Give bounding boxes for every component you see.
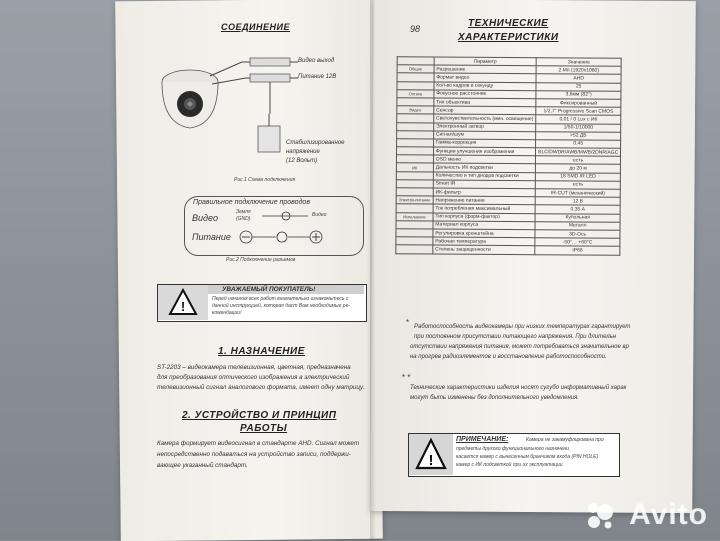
- avito-watermark: Avito: [629, 498, 708, 531]
- section-2-title-line1: 2. УСТРОЙСТВО И ПРИНЦИП: [182, 410, 337, 421]
- spec-param-cell: Функции улучшения изображения: [433, 147, 535, 156]
- note-warning-line2: предметы другого функционального назначени: [456, 446, 570, 452]
- page-number: 98: [410, 24, 421, 34]
- specs-table: [395, 56, 622, 255]
- spec-param-cell: Тип объектива: [434, 98, 536, 107]
- power-connector-label: Питание: [192, 232, 231, 242]
- spec-value-cell: 1/2,7" Progressive Scan CMOS: [536, 107, 621, 116]
- spec-value-cell: 0,01 / 0 Lux с ИК: [536, 115, 621, 124]
- ground-label: Земля: [236, 209, 251, 215]
- section-1-line3: телевизионный сигнал аналогового формата, имеет одну матрицу.: [157, 384, 365, 391]
- spec-group-cell: [397, 147, 434, 155]
- note1-line3: отсутствии напряжения питания, может потребоваться значительное вр: [410, 344, 629, 350]
- warning-text-line2: данной инструкцией, которая даст Вам необходимые ре-: [212, 303, 351, 309]
- spec-param-cell: Smart IR: [433, 180, 535, 189]
- spec-value-cell: есть: [535, 181, 620, 190]
- note1-line2: при постоянном присутствии питающего напряжения. При длительн: [414, 334, 617, 340]
- spec-group-cell: [397, 122, 434, 130]
- note1-line1: Работоспособность видеокамеры при низких температурах гарантирует: [414, 324, 631, 330]
- spec-value-cell: >52 ДБ: [536, 131, 621, 140]
- value-header: Значение: [536, 58, 621, 67]
- warning-text-line3: комендации!: [212, 310, 242, 316]
- power-polarity-symbols: [232, 228, 332, 248]
- video-connector-label: Видео: [192, 213, 218, 223]
- spec-value-cell: 1/50-1/10000: [536, 123, 621, 132]
- spec-value-cell: 0,35 А: [535, 205, 620, 214]
- group-header-cell: [397, 57, 434, 65]
- figure-1-caption: Рис.1 Схема подключения: [234, 177, 296, 183]
- spec-param-cell: Фокусное расстояние: [434, 90, 536, 99]
- spec-group-cell: [396, 229, 433, 237]
- spec-value-cell: Фиксированный: [536, 99, 621, 108]
- spec-group-cell: [396, 245, 433, 253]
- spec-param-cell: Количество и тип диодов подсветки: [433, 172, 535, 181]
- figure-2-caption: Рис.2 Подключение разъемов: [226, 257, 296, 263]
- spec-value-cell: 2 Мп (1920х1080): [536, 66, 621, 75]
- spec-group-cell: [397, 81, 434, 89]
- spec-param-cell: Светочувствительность (мин. освещение): [434, 114, 536, 123]
- spec-group-cell: [396, 188, 433, 196]
- warning-title: УВАЖАЕМЫЙ ПОКУПАТЕЛЬ!: [222, 286, 316, 293]
- section-2-line3: вающее указанный стандарт.: [157, 462, 248, 469]
- note2-line2: могут быть изменены без дополнительного уведомления.: [410, 395, 579, 401]
- spec-group-cell: Оптика: [397, 89, 434, 97]
- spec-param-cell: Степень защищенности: [433, 245, 535, 254]
- video-small-label: Видео: [312, 212, 327, 218]
- spec-value-cell: AHD: [536, 74, 621, 83]
- spec-group-cell: [396, 220, 433, 228]
- spec-group-cell: ИК: [396, 163, 433, 171]
- spec-param-cell: Электронный затвор: [433, 122, 535, 131]
- note-warning-triangle-icon: [415, 438, 447, 470]
- note-warning-line3: касается камер с вынесенным бранчиком входа (PIN HOLE): [456, 454, 599, 460]
- section-1-line1: ST-2203 – видеокамера телевизионная, цветная, предназначена: [157, 364, 351, 371]
- psu-label-line1: Стабилизированное: [286, 140, 345, 146]
- svg-text:!: !: [428, 452, 434, 469]
- spec-value-cell: 18 SMD IR LED: [535, 172, 620, 181]
- ground-gnd-label: (GND): [236, 216, 251, 222]
- spec-value-cell: BLC/DWDR/AWB/MWB/2DNR/AGC: [536, 148, 621, 157]
- specs-title-line1: ТЕХНИЧЕСКИЕ: [468, 18, 549, 29]
- spec-value-cell: IR-CUT (механический): [535, 189, 620, 198]
- section-2-line2: непосредственно подаваться на устройство записи, поддержи-: [157, 451, 351, 458]
- spec-param-cell: Сигнал/шум: [433, 131, 535, 140]
- power-12v-label: Питание 12В: [298, 74, 337, 80]
- spec-value-cell: Купольная: [535, 213, 620, 222]
- spec-value-cell: IP66: [535, 246, 620, 255]
- spec-param-cell: Формат видео: [434, 73, 536, 82]
- spec-value-cell: 25: [536, 82, 621, 91]
- section-1-line2: для преобразования оптического изображения в электрический: [157, 374, 350, 381]
- spec-group-cell: [397, 98, 434, 106]
- svg-text:!: !: [180, 299, 186, 314]
- spec-group-cell: Исполнение: [396, 212, 433, 220]
- psu-label-line3: (12 Вольт): [286, 158, 318, 164]
- spec-group-cell: [397, 73, 434, 81]
- spec-group-cell: [397, 139, 434, 147]
- spec-value-cell: 0.45: [536, 140, 621, 149]
- spec-group-cell: Общие: [397, 65, 434, 73]
- spec-param-cell: Материал корпуса: [433, 221, 535, 230]
- spec-value-cell: -50°… +60°С: [535, 238, 620, 247]
- page-fold-shadow: [370, 0, 376, 540]
- spec-param-cell: Регулировка кронштейна: [433, 229, 535, 238]
- section-2-line1: Камера формирует видеосигнал в стандарте AHD. Сигнал может: [157, 440, 360, 447]
- psu-label-line2: напряжение: [286, 149, 320, 155]
- video-out-label: Видео выход: [298, 58, 335, 64]
- spec-param-cell: Ток потребления максимальный: [433, 204, 535, 213]
- spec-param-cell: Разрешение: [434, 65, 536, 74]
- spec-group-cell: [397, 114, 434, 122]
- spec-param-cell: Рабочая температура: [433, 237, 535, 246]
- spec-param-cell: Гамма-коррекция: [433, 139, 535, 148]
- spec-param-cell: Тип корпуса (форм-фактор): [433, 213, 535, 222]
- note1-line4: на прогрев радиоэлементов и восстановление работоспособности.: [410, 354, 607, 360]
- avito-logo-icon: [585, 500, 615, 530]
- spec-param-cell: OSD меню: [433, 155, 535, 164]
- specs-title-line2: ХАРАКТЕРИСТИКИ: [458, 32, 559, 43]
- warning-text-line1: Перед началом всех работ внимательно ознакомьтесь с: [212, 296, 349, 302]
- spec-group-cell: Электро-питание: [396, 196, 433, 204]
- warning-triangle-icon: [168, 288, 198, 316]
- note-warning-title: ПРИМЕЧАНИЕ:: [456, 436, 509, 443]
- note-warning-line1: Камера не закамуфлирована про: [526, 437, 604, 443]
- section-2-title-line2: РАБОТЫ: [240, 423, 288, 434]
- spec-group-cell: [396, 155, 433, 163]
- note-warning-line4: камер с ИК подсветкой при их эксплуатации: [456, 462, 563, 468]
- spec-group-cell: [396, 204, 433, 212]
- spec-group-cell: Видео: [397, 106, 434, 114]
- note-asterisk-1: *: [406, 318, 410, 327]
- spec-value-cell: есть: [536, 156, 621, 165]
- spec-param-cell: ИК-фильтр: [433, 188, 535, 197]
- spec-group-cell: [397, 130, 434, 138]
- specs-row: [396, 245, 620, 255]
- connector-title: Правильное подключение проводов: [193, 199, 310, 206]
- spec-value-cell: 3,6мм (82°): [536, 90, 621, 99]
- spec-group-cell: [396, 237, 433, 245]
- section-1-title: 1. НАЗНАЧЕНИЕ: [218, 346, 305, 357]
- spec-value-cell: до 20 м: [535, 164, 620, 173]
- param-header: Параметр: [434, 57, 536, 66]
- spec-group-cell: [396, 180, 433, 188]
- spec-param-cell: Дальность ИК подсветки: [433, 163, 535, 172]
- spec-param-cell: Сенсор: [434, 106, 536, 115]
- spec-param-cell: Кол-во кадров в секунду: [434, 82, 536, 91]
- spec-value-cell: 12 В: [535, 197, 620, 206]
- spec-value-cell: Металл: [535, 221, 620, 230]
- spec-param-cell: Напряжение питания: [433, 196, 535, 205]
- note2-line1: Технические характеристики изделия носят сугубо информативный харак: [410, 385, 627, 391]
- note-asterisk-2: * *: [402, 373, 411, 382]
- connection-section-title: СОЕДИНЕНИЕ: [221, 22, 290, 32]
- spec-group-cell: [396, 171, 433, 179]
- spec-value-cell: 3D-Ось: [535, 230, 620, 239]
